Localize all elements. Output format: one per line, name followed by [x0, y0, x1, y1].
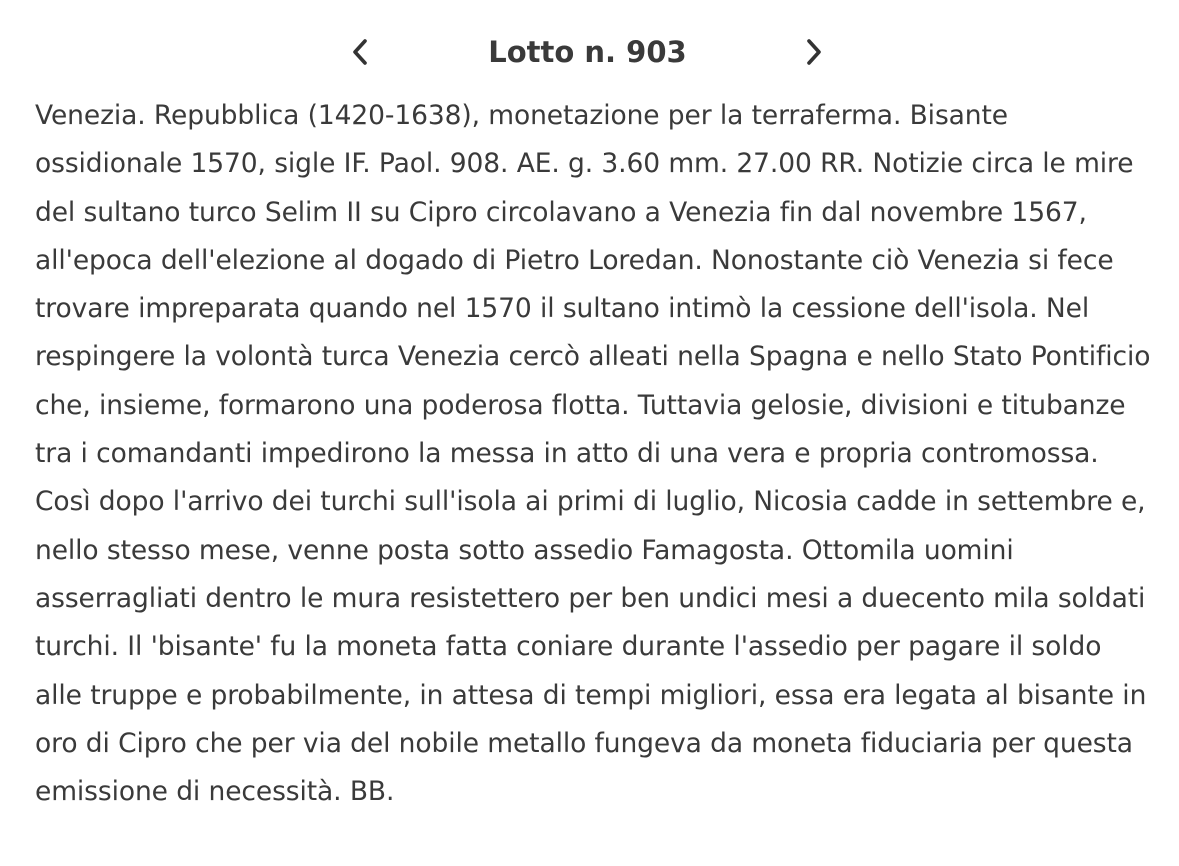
lot-description: Venezia. Repubblica (1420-1638), monetazione per la terraferma. Bisante ossidionale 1570, sigle IF. Paol. 908. AE. g. 3.60 mm. 27.00 RR. Notizie circa le mire del sultano turco Selim II su Cipro circolavano a Venezia fin dal novembre 1567, all'epoca dell'elezione al dogado di Pietro Loredan. Nonostante ciò Venezia si fece trovare impreparata quando nel 1570 il sultano intimò la cessione dell'isola. Nel respingere la volontà turca Venezia cercò alleati nella Spagna e nello Stato Pontificio che, insieme, formarono una poderosa flotta. Tuttavia gelosie, divisioni e titubanze tra i comandanti impedirono la messa in atto di una vera e propria contromossa. Così dopo l'arrivo dei turchi sull'isola ai primi di luglio, Nicosia cadde in settembre e, nello stesso mese, venne posta sotto assedio Famagosta. Ottomila uomini asserragliati dentro le mura resistettero per ben undici mesi a duecento mila soldati turchi. Il 'bisante' fu la moneta fatta coniare durante l'assedio per pagare il soldo alle truppe e probabilmente, in attesa di tempi migliori, essa era legata al bisante in oro di Cipro che per via del nobile metallo fungeva da moneta fiduciaria per questa emissione di necessità. BB. — [35, 100, 1151, 808]
chevron-right-icon — [805, 38, 823, 66]
next-lot-button[interactable] — [794, 32, 834, 72]
lot-title: Lotto n. 903 — [488, 35, 687, 69]
lot-header — [0, 24, 1179, 80]
